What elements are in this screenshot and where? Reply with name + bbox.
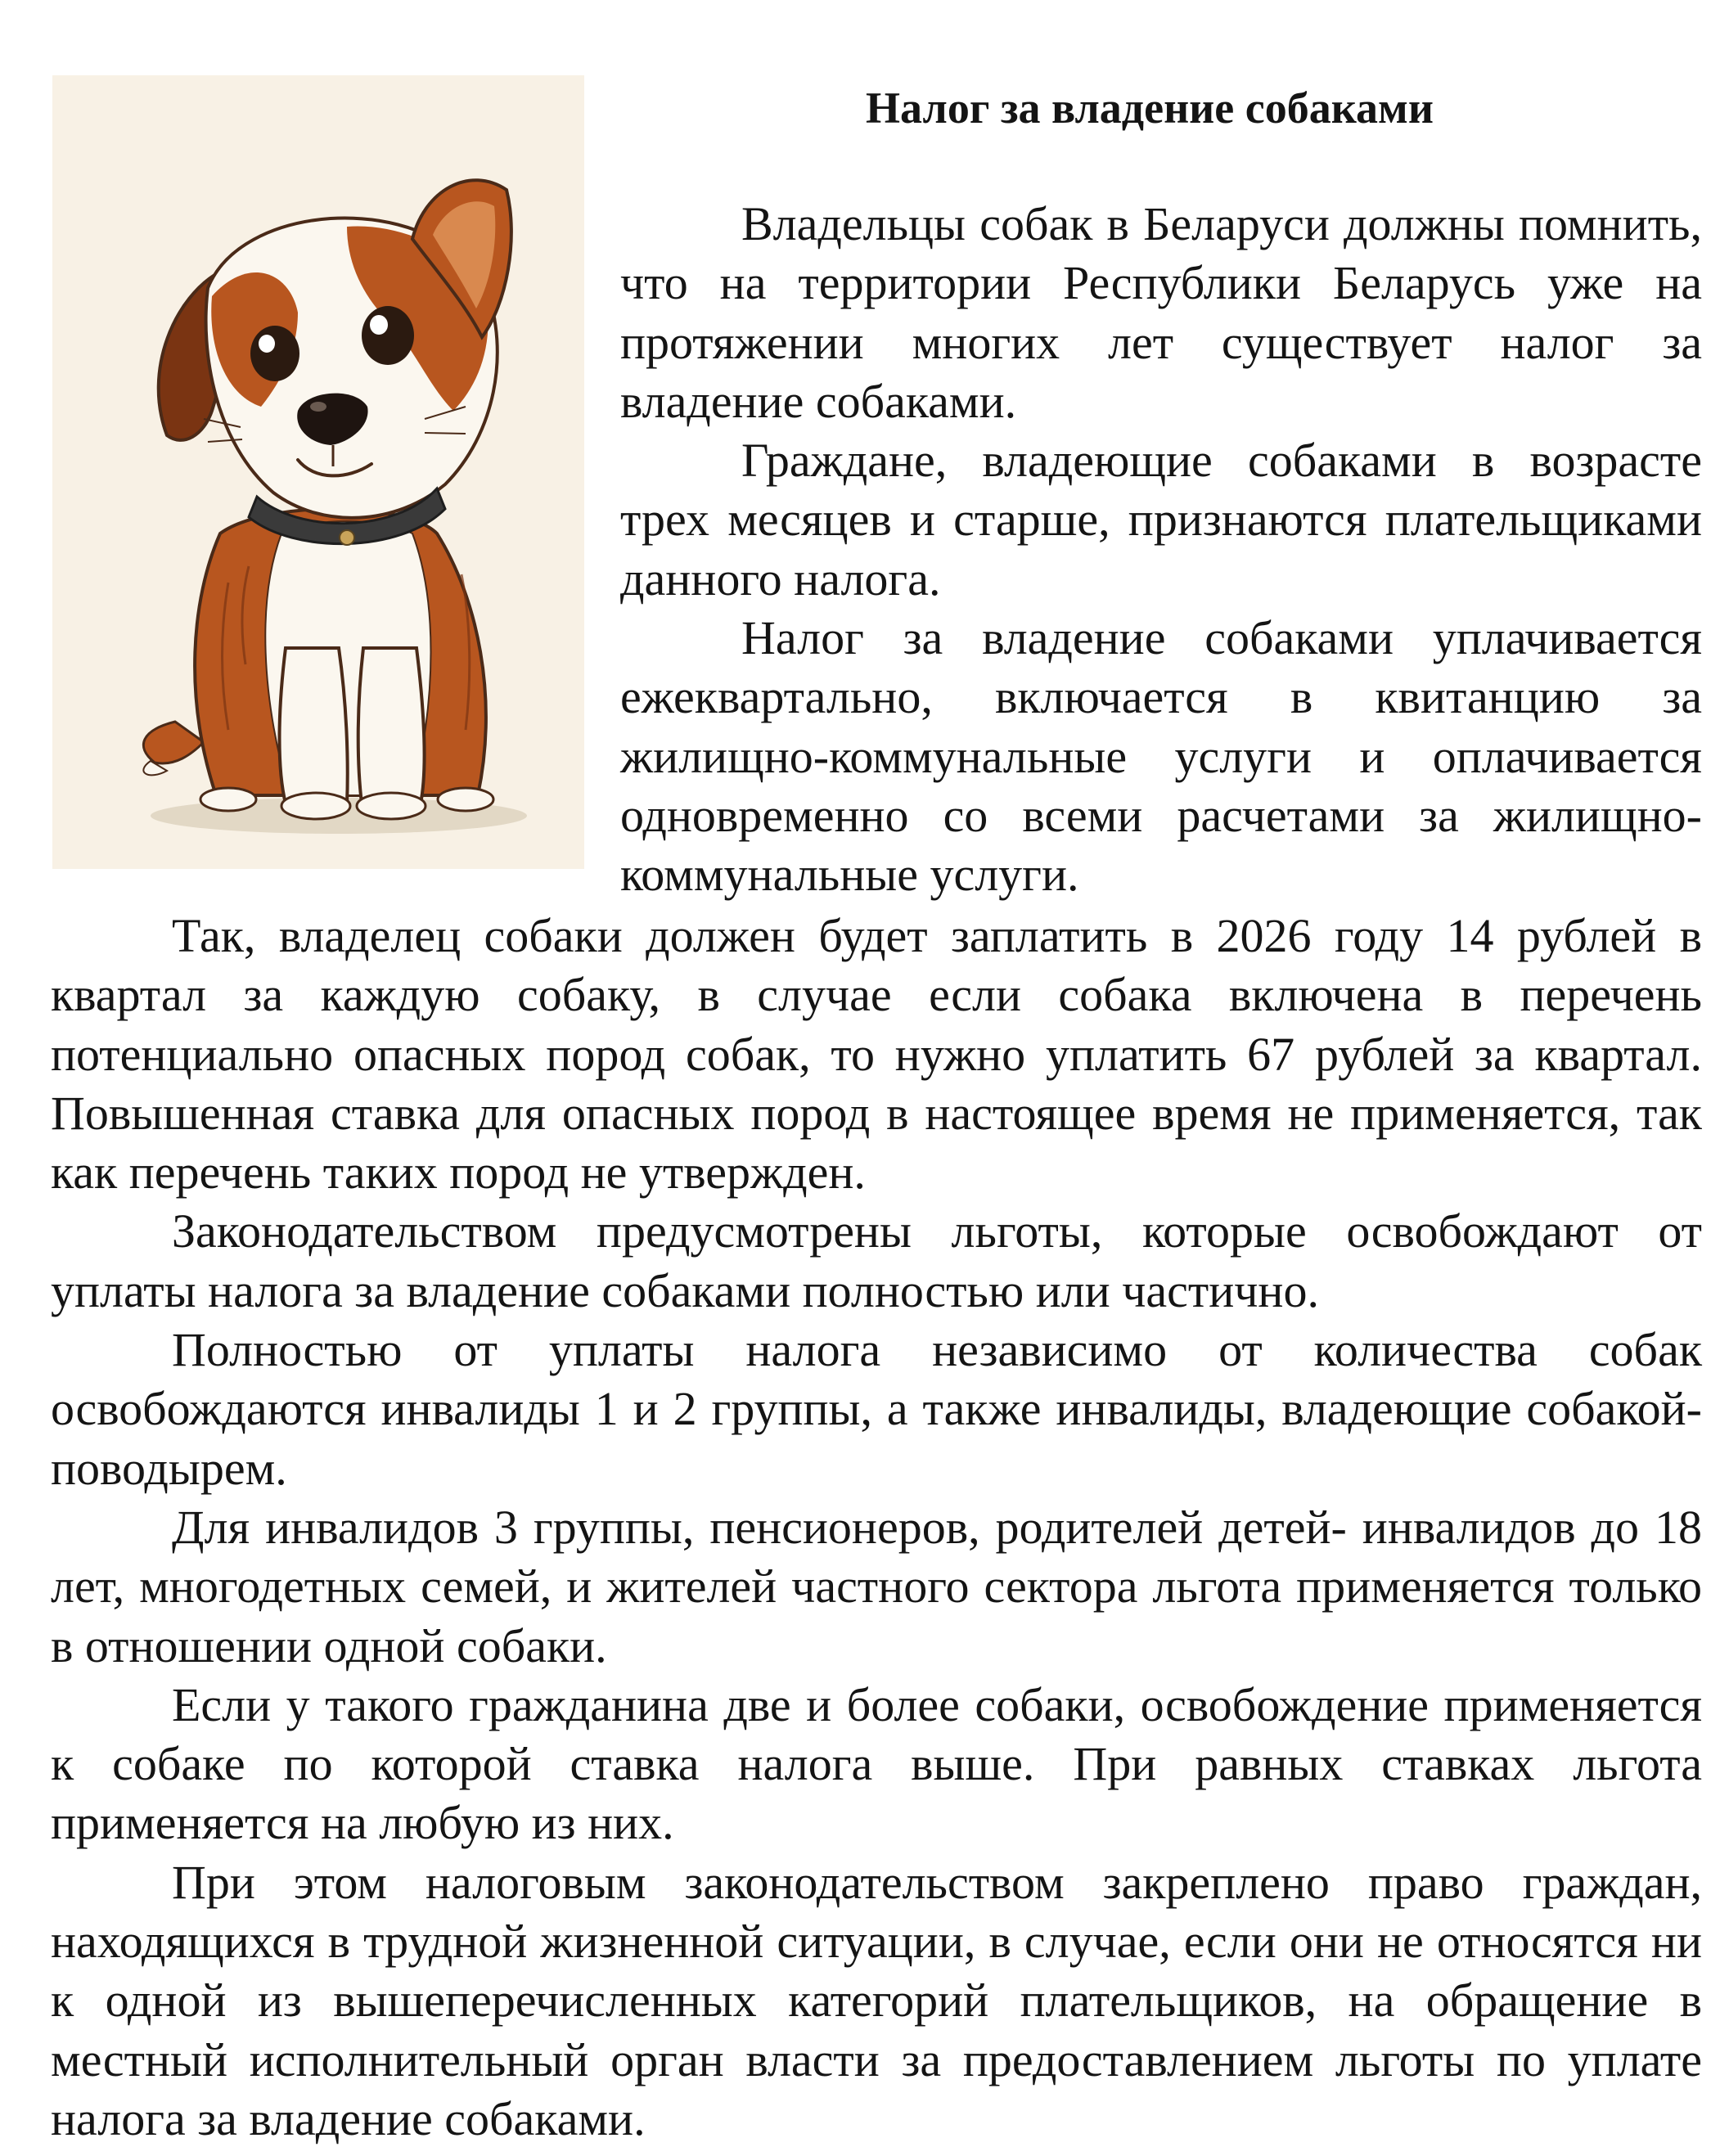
paragraph: Для инвалидов 3 группы, пенсионеров, родителей детей- инвалидов до 18 лет, многодетных семей, и жителей частного сектора льгота применяется только в отношении одной собаки. [51, 1500, 1702, 1672]
paragraph: Полностью от уплаты налога независимо от количества собак освобождаются инвалиды 1 и 2 группы, а также инвалиды, владеющие собакой-поводырем. [51, 1323, 1702, 1495]
paragraph: Владельцы собак в Беларуси должны помнить, что на территории Республики Беларусь уже на протяжении многих лет существует налог за владение собаками. [620, 197, 1702, 428]
front-leg-left [280, 648, 348, 812]
eye-right [362, 306, 414, 365]
paragraph: Граждане, владеющие собаками в возрасте трех месяцев и старше, признаются плательщиками данного налога. [620, 434, 1702, 605]
paragraph: При этом налоговым законодательством закреплено право граждан, находящихся в трудной жизненной ситуации, в случае, если они не относятся ни к одной из вышеперечисленных категорий плательщиков, на обращение в местный исполнительный орган власти за предоставлением льготы по уплате налога за владение собаками. [51, 1855, 1702, 2145]
puppy-drawing [52, 75, 584, 869]
paw-right [357, 793, 425, 819]
paw-left [281, 793, 350, 819]
puppy-illustration [52, 75, 584, 869]
paragraph: Налог за владение собаками уплачивается ежеквартально, включается в квитанцию за жилищно-коммунальные услуги и оплачивается одновременно со всеми расчетами за жилищно-коммунальные услуги. [620, 611, 1702, 902]
front-leg-right [358, 648, 425, 812]
body-text [51, 907, 1702, 2149]
eye-right-highlight [370, 315, 388, 335]
back-paw-left [200, 788, 256, 811]
nose-highlight [310, 402, 326, 412]
eye-left [250, 326, 299, 381]
eye-left-highlight [259, 335, 275, 353]
document-title: Налог за владение собаками [866, 83, 1434, 133]
paragraph: Законодательством предусмотрены льготы, которые освобождают от уплаты налога за владение собаками полностью или частично. [51, 1204, 1702, 1317]
paragraph: Если у такого гражданина две и более собаки, освобождение применяется к собаке по которой ставка налога выше. При равных ставках льгота применяется на любую из них. [51, 1677, 1702, 1850]
paragraph: Так, владелец собаки должен будет заплатить в 2026 году 14 рублей в квартал за каждую собаку, в случае если собака включена в перечень потенциально опасных пород собак, то нужно уплатить 67 рублей за квартал. Повышенная ставка для опасных пород в настоящее время не применяется, так как перечень таких пород не утвержден. [51, 909, 1702, 1200]
back-paw-right [438, 788, 493, 811]
intro-text-column [620, 195, 1702, 905]
collar-ring [340, 530, 354, 545]
